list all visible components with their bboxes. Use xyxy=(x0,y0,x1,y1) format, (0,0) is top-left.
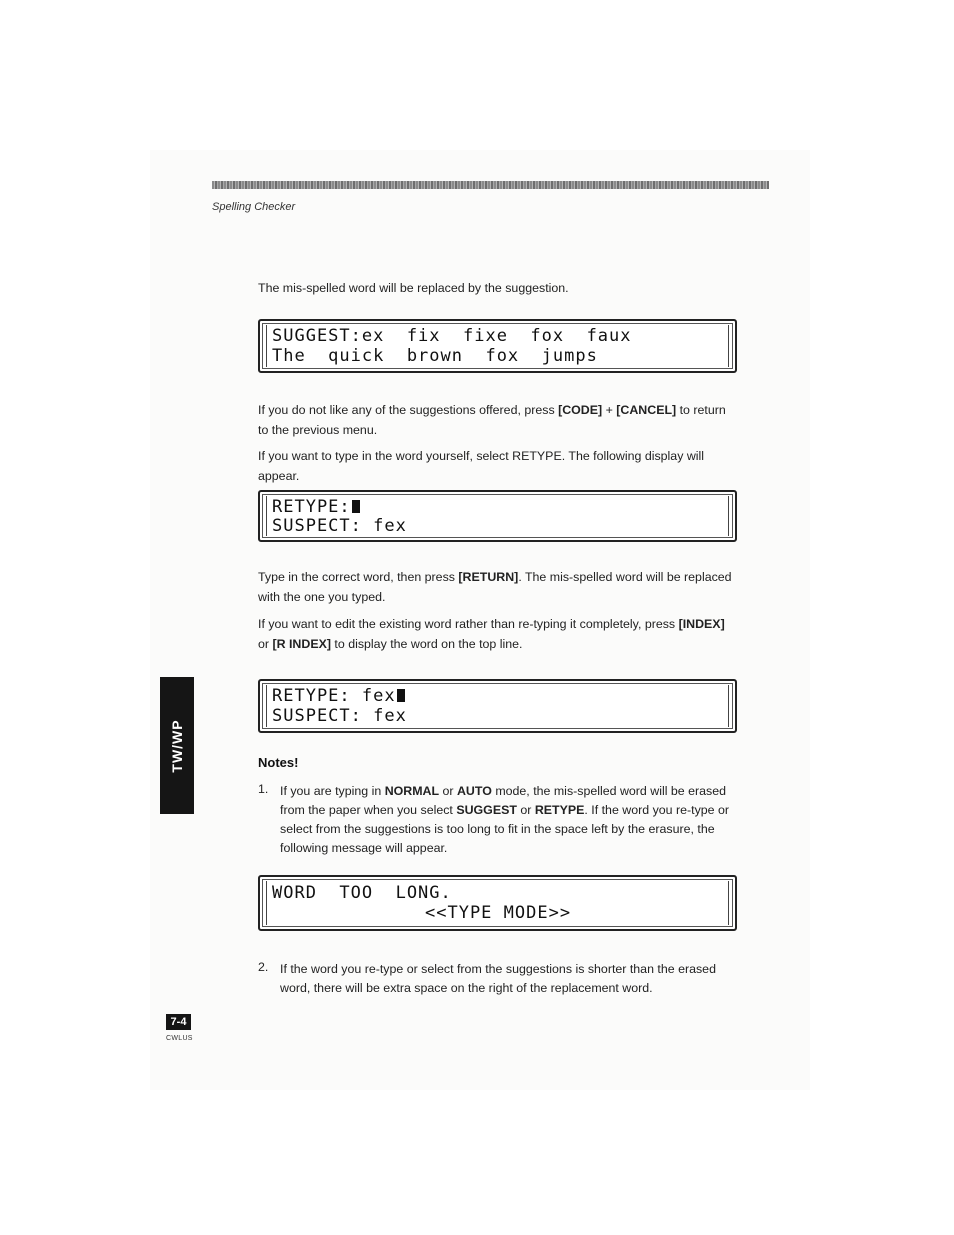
paragraph-return xyxy=(258,567,738,607)
lcd-display-too-long xyxy=(258,875,737,931)
key-code: [CODE] xyxy=(558,403,603,417)
paragraph-index xyxy=(258,614,738,654)
lcd-line-2: SUSPECT: fex xyxy=(272,706,407,726)
lcd-display-edit xyxy=(258,679,737,733)
lcd-line-1: WORD TOO LONG. xyxy=(272,883,452,903)
text: to return to the previous menu. xyxy=(258,403,726,437)
page-number: 7-4 xyxy=(166,1014,191,1030)
lcd-line-2: <<TYPE MODE>> xyxy=(425,903,572,923)
section-tab xyxy=(160,677,194,814)
text: If you do not like any of the suggestions offered, press xyxy=(258,403,559,417)
header-rule xyxy=(212,181,769,189)
note-2: If the word you re-type or select from the suggestions is shorter than the erased word, there will be extra space on the right of the replacement word. xyxy=(280,962,716,995)
text: or xyxy=(258,637,273,651)
list-number: 1. xyxy=(258,782,269,796)
paragraph-replaced: The mis-spelled word will be replaced by the suggestion. xyxy=(258,281,569,295)
lcd-line-2: SUSPECT: fex xyxy=(272,516,407,536)
text: mode, the mis-spelled word will be erased from the paper when you select xyxy=(280,784,727,817)
text: If you are typing in xyxy=(280,784,385,798)
mode-auto: AUTO xyxy=(456,784,492,798)
section-tab-label: TW/WP xyxy=(169,718,185,773)
lcd-display-retype xyxy=(258,490,737,542)
option-retype: RETYPE xyxy=(534,803,585,817)
note-1 xyxy=(280,782,737,858)
text: Type in the correct word, then press xyxy=(258,570,459,584)
cursor-block-icon xyxy=(397,689,405,702)
text: or xyxy=(439,784,457,798)
option-suggest: SUGGEST xyxy=(456,803,517,817)
key-index: [INDEX] xyxy=(678,617,725,631)
key-cancel: [CANCEL] xyxy=(616,403,677,417)
key-r-index: [R INDEX] xyxy=(272,637,331,651)
text: If you want to edit the existing word rather than re-typing it completely, press xyxy=(258,617,679,631)
lcd-text: RETYPE: xyxy=(272,497,351,517)
text: + xyxy=(602,403,617,417)
paragraph-cancel xyxy=(258,400,738,440)
lcd-text: RETYPE: fex xyxy=(272,686,396,706)
lcd-line-1 xyxy=(272,497,360,517)
lcd-display-suggest xyxy=(258,319,737,373)
section-title: Spelling Checker xyxy=(212,201,296,213)
text: . If the word you re-type or select from the suggestions is too long to fit in the space left by the erasure, the following message will appear. xyxy=(280,803,730,855)
lcd-line-2: The quick brown fox jumps xyxy=(272,346,598,366)
notes-heading: Notes! xyxy=(258,755,299,770)
cursor-block-icon xyxy=(352,500,360,513)
text: or xyxy=(516,803,535,817)
lcd-line-1 xyxy=(272,686,405,706)
text: . The mis-spelled word will be replaced with the one you typed. xyxy=(258,570,732,604)
text: to display the word on the top line. xyxy=(330,637,523,651)
mode-normal: NORMAL xyxy=(384,784,440,798)
lcd-line-1: SUGGEST:ex fix fixe fox faux xyxy=(272,326,632,346)
manual-code: CWLUS xyxy=(166,1035,193,1042)
paragraph-retype: If you want to type in the word yourself, select RETYPE. The following display will appear. xyxy=(258,449,705,483)
key-return: [RETURN] xyxy=(458,570,519,584)
list-number: 2. xyxy=(258,960,269,974)
